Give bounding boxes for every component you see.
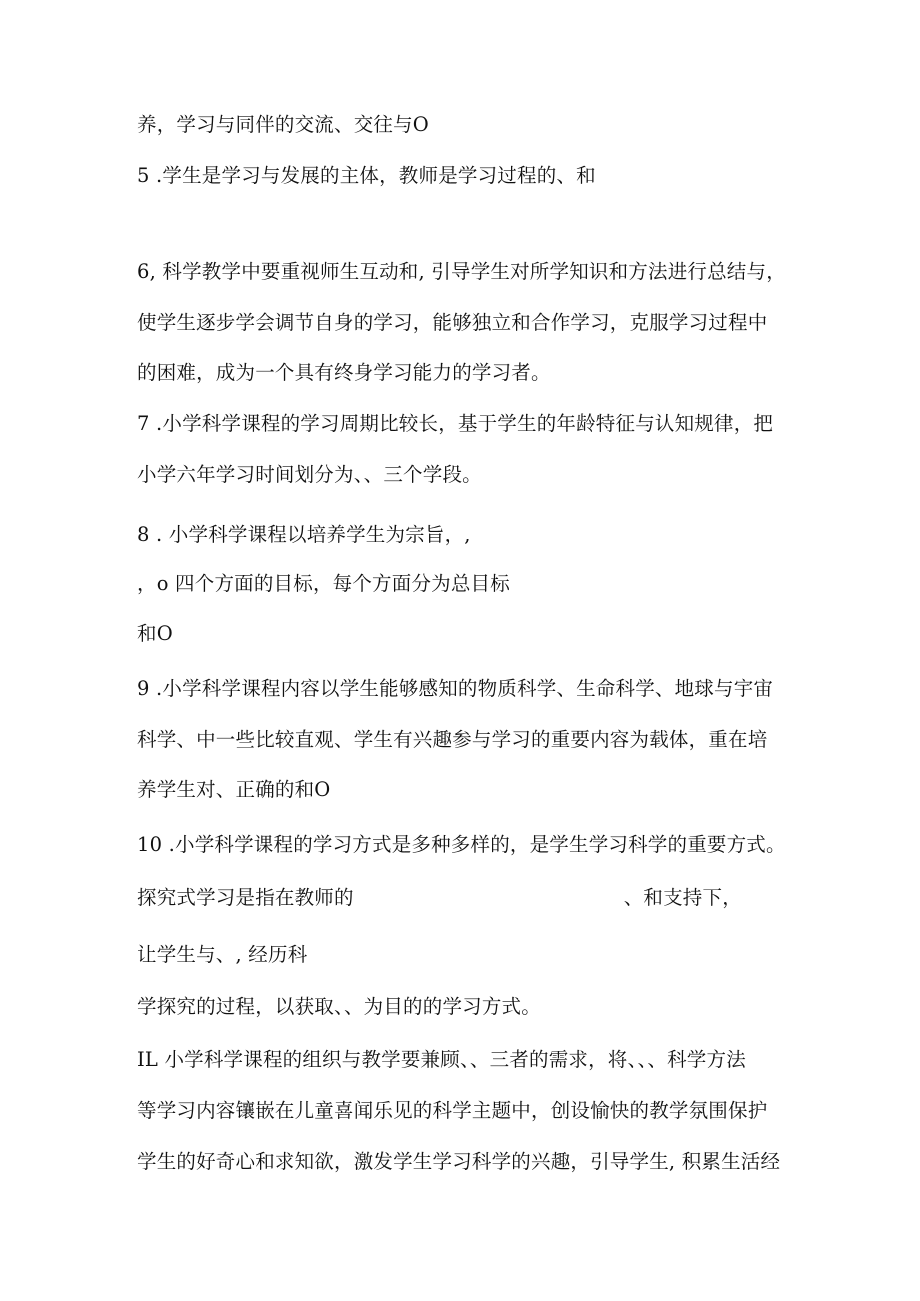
split-text-right: 、和支持下， [623,886,742,909]
text-line: ，o 四个方面的目标，每个方面分为总目标 [137,572,510,595]
text-line: 和O [137,622,173,645]
text-line: 养学生对、正确的和O [137,778,331,801]
text-line: IL 小学科学课程的组织与教学要兼顾、、三者的需求，将、、、科学方法 [137,1048,746,1071]
text-line: 学探究的过程，以获取、、为目的的学习方式。 [137,995,541,1018]
split-text-left: 探究式学习是指在教师的 [137,886,354,909]
text-line: 6, 科学教学中要重视师生互动和, 引导学生对所学知识和方法进行总结与， [137,260,786,283]
split-text-line [137,886,742,910]
text-line: 使学生逐步学会调节自身的学习，能够独立和合作学习，克服学习过程中 [137,311,768,334]
text-line: 8 . 小学科学课程以培养学生为宗旨，, [137,523,471,546]
text-line: 学生的好奇心和求知欲，激发学生学习科学的兴趣，引导学生, 积累生活经 [137,1150,781,1173]
text-line: 让学生与、, 经历科 [137,943,308,966]
text-line: 科学、中一些比较直观、学生有兴趣参与学习的重要内容为载体，重在培 [137,728,768,751]
text-line: 小学六年学习时间划分为、、三个学段。 [137,463,482,486]
text-line: 养，学习与同伴的交流、交往与O [137,113,429,136]
text-line: 的困难，成为一个具有终身学习能力的学习者。 [137,361,551,384]
text-line: 7 .小学科学课程的学习周期比较长，基于学生的年龄特征与认知规律，把 [137,412,774,435]
text-line: 10 .小学科学课程的学习方式是多种多样的，是学生学习科学的重要方式。 [137,833,786,856]
text-line: 5 .学生是学习与发展的主体，教师是学习过程的、和 [137,164,596,187]
text-line: 9 .小学科学课程内容以学生能够感知的物质科学、生命科学、地球与宇宙 [137,677,774,700]
text-line: 等学习内容镶嵌在儿童喜闻乐见的科学主题中，创设愉快的教学氛围保护 [137,1099,768,1122]
